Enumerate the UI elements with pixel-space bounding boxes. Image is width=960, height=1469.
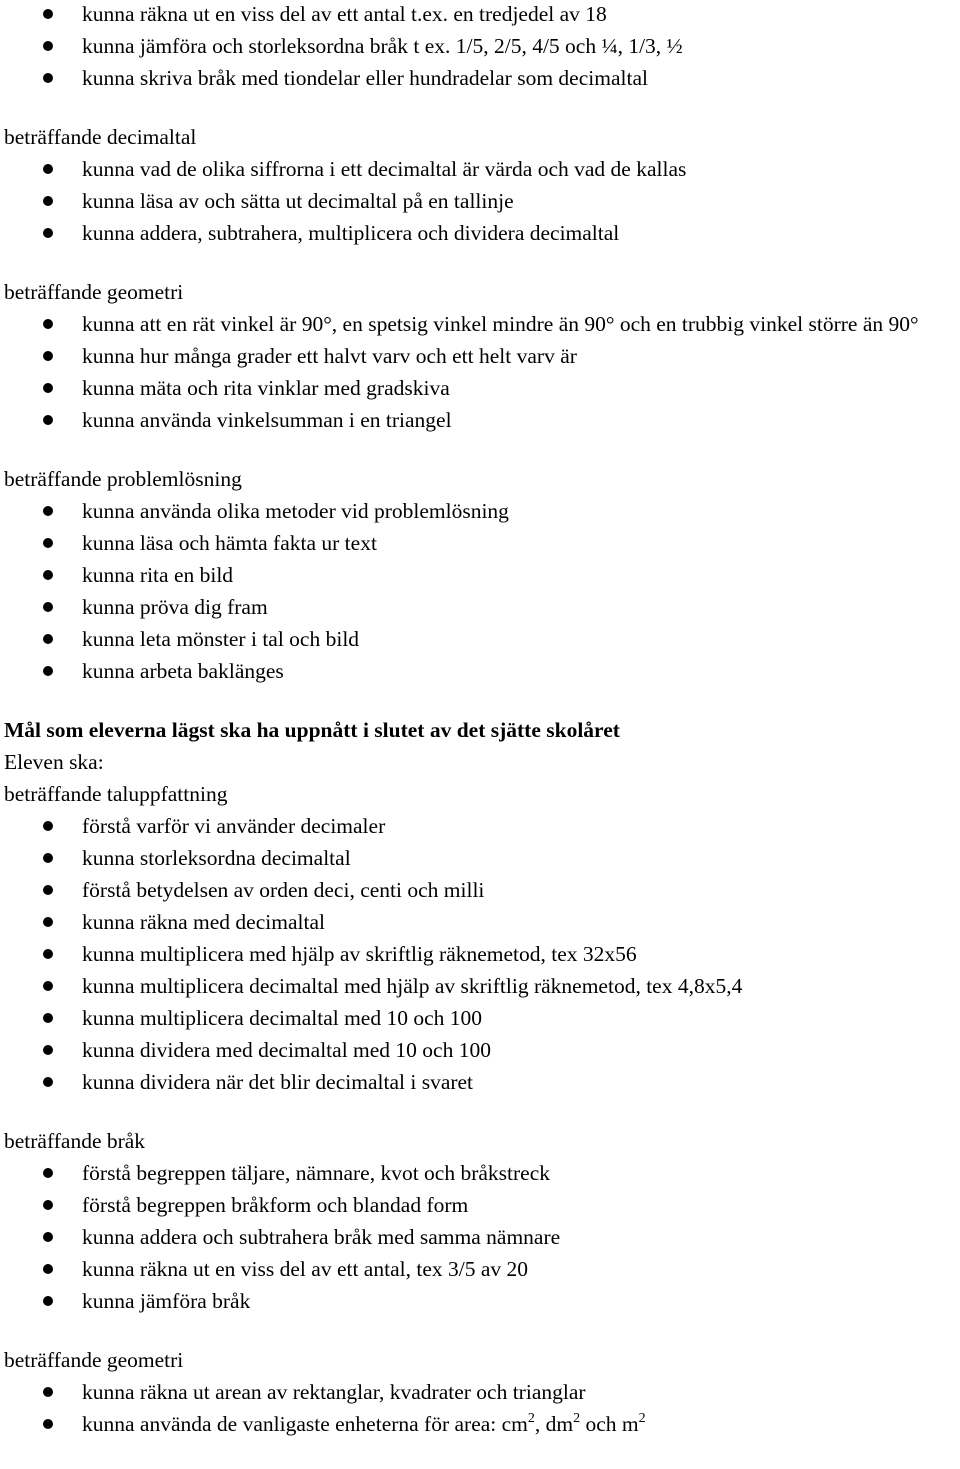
list-item: kunna läsa och hämta fakta ur text (0, 527, 960, 559)
list-item: kunna addera, subtrahera, multiplicera och dividera decimaltal (0, 217, 960, 249)
bullet-icon (43, 164, 53, 174)
bullet-icon (43, 853, 53, 863)
list-item (0, 1408, 960, 1440)
bullet-icon (43, 949, 53, 959)
bullet-icon (43, 1264, 53, 1274)
area-units-text: kunna använda de vanligaste enheterna för area: $cm^2$, $dm^2$ och $m^2$ (82, 1411, 646, 1436)
list-item: kunna räkna ut arean av rektanglar, kvadrater och trianglar (0, 1376, 960, 1408)
list-item: förstå betydelsen av orden deci, centi och milli (0, 874, 960, 906)
section-heading-problemlosning: beträffande problemlösning (4, 467, 242, 491)
bullet-list-brak (0, 1157, 960, 1317)
bullet-icon (43, 383, 53, 393)
list-item: kunna multiplicera med hjälp av skriftlig räknemetod, tex 32x56 (0, 938, 960, 970)
bullet-icon (43, 1045, 53, 1055)
list-item: kunna addera och subtrahera bråk med samma nämnare (0, 1221, 960, 1253)
bullet-icon (43, 981, 53, 991)
bullet-icon (43, 319, 53, 329)
bullet-icon (43, 538, 53, 548)
list-item: kunna att en rät vinkel är 90°, en spetsig vinkel mindre än 90° och en trubbig vinkel större än 90° (0, 308, 960, 340)
section-heading-brak: beträffande bråk (4, 1129, 146, 1153)
list-item: kunna mäta och rita vinklar med gradskiva (0, 372, 960, 404)
list-item: kunna räkna ut en viss del av ett antal t.ex. en tredjedel av 18 (0, 0, 960, 30)
list-item: kunna storleksordna decimaltal (0, 842, 960, 874)
bullet-icon (43, 506, 53, 516)
eleven-ska-label: Eleven ska: (4, 750, 104, 774)
list-item: kunna vad de olika siffrorna i ett decimaltal är värda och vad de kallas (0, 153, 960, 185)
list-item: kunna rita en bild (0, 559, 960, 591)
bullet-icon (43, 666, 53, 676)
bullet-icon (43, 634, 53, 644)
bullet-icon (43, 1387, 53, 1397)
bullet-icon (43, 73, 53, 83)
list-item: kunna dividera när det blir decimaltal i svaret (0, 1066, 960, 1098)
list-item: förstå begreppen täljare, nämnare, kvot och bråkstreck (0, 1157, 960, 1189)
bullet-icon (43, 1168, 53, 1178)
bullet-icon (43, 1419, 53, 1429)
section-heading-taluppfattning: beträffande taluppfattning (4, 782, 228, 806)
list-item: kunna arbeta baklänges (0, 655, 960, 687)
list-item: kunna jämföra och storleksordna bråk t ex. 1/5, 2/5, 4/5 och ¼, 1/3, ½ (0, 30, 960, 62)
bullet-icon (43, 1013, 53, 1023)
bullet-list-taluppfattning (0, 810, 960, 1098)
bullet-icon (43, 821, 53, 831)
bullet-icon (43, 917, 53, 927)
bullet-icon (43, 570, 53, 580)
list-item: kunna multiplicera decimaltal med 10 och 100 (0, 1002, 960, 1034)
bullet-icon (43, 1296, 53, 1306)
list-item: kunna skriva bråk med tiondelar eller hundradelar som decimaltal (0, 62, 960, 94)
list-item: kunna räkna med decimaltal (0, 906, 960, 938)
bullet-icon (43, 9, 53, 19)
list-item: kunna dividera med decimaltal med 10 och 100 (0, 1034, 960, 1066)
bullet-icon (43, 1232, 53, 1242)
bullet-list-problemlosning (0, 495, 960, 687)
bullet-list-intro (0, 0, 960, 94)
bullet-icon (43, 228, 53, 238)
list-item: kunna leta mönster i tal och bild (0, 623, 960, 655)
list-item: kunna använda vinkelsumman i en triangel (0, 404, 960, 436)
goals-title: Mål som eleverna lägst ska ha uppnått i slutet av det sjätte skolåret (4, 718, 620, 742)
list-item: kunna multiplicera decimaltal med hjälp av skriftlig räknemetod, tex 4,8x5,4 (0, 970, 960, 1002)
bullet-icon (43, 885, 53, 895)
list-item: kunna hur många grader ett halvt varv och ett helt varv är (0, 340, 960, 372)
list-item: kunna använda olika metoder vid problemlösning (0, 495, 960, 527)
list-item: kunna jämföra bråk (0, 1285, 960, 1317)
bullet-icon (43, 602, 53, 612)
list-item: förstå begreppen bråkform och blandad form (0, 1189, 960, 1221)
bullet-list-geometri (0, 308, 960, 436)
list-item: kunna pröva dig fram (0, 591, 960, 623)
bullet-icon (43, 415, 53, 425)
section-heading-geometri: beträffande geometri (4, 280, 184, 304)
bullet-icon (43, 1077, 53, 1087)
list-item: kunna läsa av och sätta ut decimaltal på en tallinje (0, 185, 960, 217)
bullet-list-geometri-2 (0, 1376, 960, 1440)
bullet-icon (43, 41, 53, 51)
list-item: kunna räkna ut en viss del av ett antal, tex 3/5 av 20 (0, 1253, 960, 1285)
bullet-icon (43, 1200, 53, 1210)
section-heading-geometri-2: beträffande geometri (4, 1348, 184, 1372)
bullet-icon (43, 351, 53, 361)
section-heading-decimaltal: beträffande decimaltal (4, 125, 197, 149)
list-item: förstå varför vi använder decimaler (0, 810, 960, 842)
bullet-icon (43, 196, 53, 206)
bullet-list-decimaltal (0, 153, 960, 249)
